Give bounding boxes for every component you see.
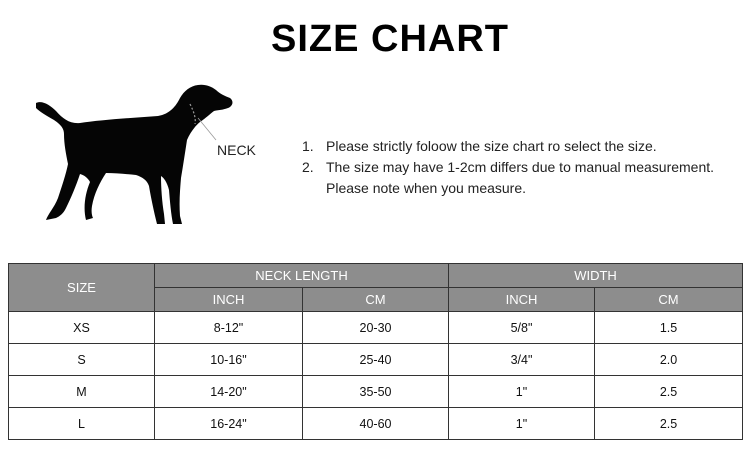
dog-silhouette-icon: [30, 78, 240, 233]
size-cell: L: [9, 408, 155, 440]
neck-inch-header: INCH: [155, 288, 303, 312]
note-text: Please note when you measure.: [326, 180, 527, 196]
neck-inch-cell: 8-12": [155, 312, 303, 344]
note-item: [302, 136, 714, 157]
size-table: [8, 263, 743, 440]
width-cm-cell: 2.5: [595, 408, 743, 440]
width-inch-cell: 1": [449, 376, 595, 408]
neck-inch-cell: 10-16": [155, 344, 303, 376]
neck-length-header: NECK LENGTH: [155, 264, 449, 288]
size-cell: XS: [9, 312, 155, 344]
note-text: Please strictly foloow the size chart ro select the size.: [326, 138, 657, 154]
width-inch-cell: 1": [449, 408, 595, 440]
width-cm-cell: 2.5: [595, 376, 743, 408]
table-row: [9, 408, 743, 440]
table-row: [9, 312, 743, 344]
width-cm-cell: 1.5: [595, 312, 743, 344]
size-cell: M: [9, 376, 155, 408]
table-row: [9, 344, 743, 376]
neck-inch-cell: 16-24": [155, 408, 303, 440]
notes-list: [302, 136, 714, 199]
note-number: 2.: [302, 159, 314, 175]
width-cm-cell: 2.0: [595, 344, 743, 376]
neck-label: NECK: [217, 142, 256, 158]
neck-cm-cell: 40-60: [303, 408, 449, 440]
neck-inch-cell: 14-20": [155, 376, 303, 408]
width-inch-cell: 5/8": [449, 312, 595, 344]
note-text: The size may have 1-2cm differs due to manual measurement.: [326, 159, 715, 175]
table-row: [9, 376, 743, 408]
neck-cm-cell: 20-30: [303, 312, 449, 344]
page-title: SIZE CHART: [271, 18, 509, 60]
neck-cm-header: CM: [303, 288, 449, 312]
width-inch-cell: 3/4": [449, 344, 595, 376]
note-number: 1.: [302, 138, 314, 154]
note-item: [302, 178, 714, 199]
neck-cm-cell: 25-40: [303, 344, 449, 376]
note-item: [302, 157, 714, 178]
width-header: WIDTH: [449, 264, 743, 288]
note-number: [302, 178, 326, 199]
size-cell: S: [9, 344, 155, 376]
neck-cm-cell: 35-50: [303, 376, 449, 408]
width-inch-header: INCH: [449, 288, 595, 312]
width-cm-header: CM: [595, 288, 743, 312]
size-header: SIZE: [9, 264, 155, 312]
